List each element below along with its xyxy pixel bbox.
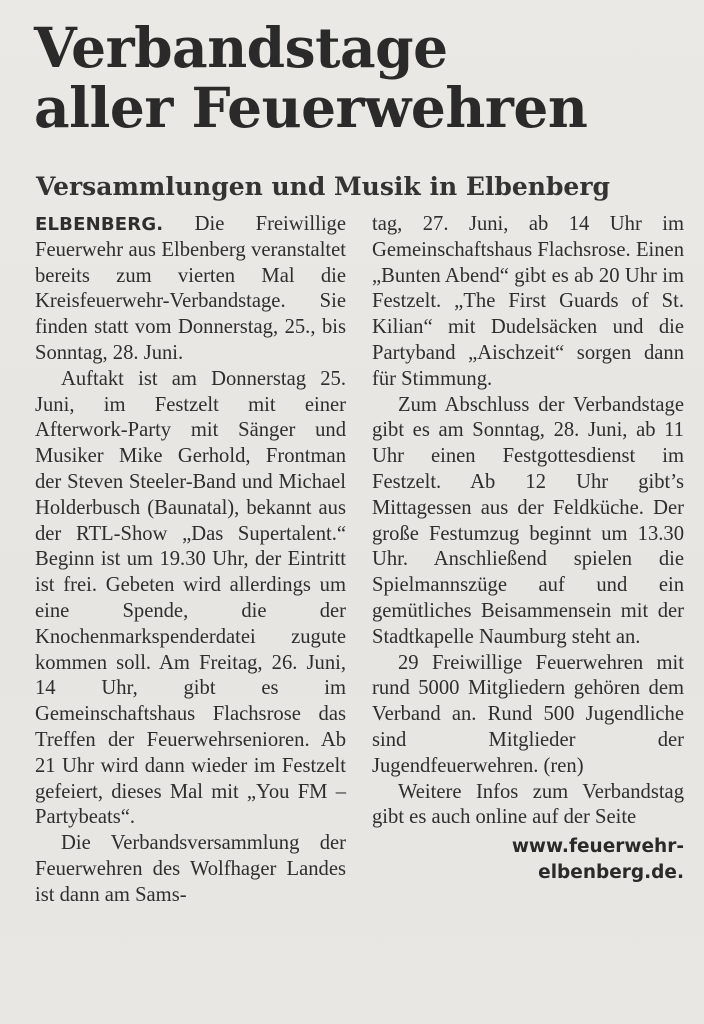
paragraph: Weitere Infos zum Verbandstag gibt es auch online auf der Seite [372,780,684,829]
url-line-2: elbenberg.de. [538,862,684,884]
website-url [372,834,684,886]
subheadline: Versammlungen und Musik in Elbenberg [36,172,610,201]
paragraph: Auftakt ist am Donnerstag 25. Juni, im Festzelt mit einer Afterwork-Party mit Sänger und Musiker Mike Gerhold, Frontman der Steven Steeler-Band und Michael Holderbusch (Baunatal), bekannt aus der RTL-Show „Das Supertalent.“ Beginn ist um 19.30 Uhr, der Eintritt ist frei. Gebeten wird allerdings um eine Spende, die der Knochenmarkspenderdatei zugute kommen soll. Am Freitag, 26. Juni, 14 Uhr, gibt es im Gemeinschaftshaus Flachsrose das Treffen der Feuerwehrsenioren. Ab 21 Uhr wird dann wieder im Festzelt gefeiert, dieses Mal mit „You FM – Partybeats“. [35,367,346,829]
headline-line-1: Verbandstage [34,15,448,80]
article-column-left [35,212,346,909]
paragraph: tag, 27. Juni, ab 14 Uhr im Gemeinschaftshaus Flachsrose. Einen „Bunten Abend“ gibt es ab 20 Uhr im Festzelt. „The First Guards of St. Kilian“ mit Dudelsäcken und die Partyband „Aischzeit“ sorgen dann für Stimmung. [372,213,684,390]
paragraph: Zum Abschluss der Verbandstage gibt es am Sonntag, 28. Juni, ab 11 Uhr einen Festgottesdienst im Festzelt. Ab 12 Uhr gibt’s Mittagessen aus der Feldküche. Der große Festumzug beginnt um 13.30 Uhr. Anschließend spielen die Spielmannszüge auf und ein gemütliches Beisammensein mit der Stadtkapelle Naumburg steht an. [372,393,684,648]
headline [34,15,684,140]
paragraph: 29 Freiwillige Feuerwehren mit rund 5000 Mitgliedern gehören dem Verband an. Rund 500 Jugendliche sind Mitglieder der Jugendfeuerwehren. (ren) [372,651,684,777]
headline-line-2: aller Feuerwehren [34,75,588,140]
paragraph [35,212,346,367]
paragraph: Die Verbandsversammlung der Feuerwehren des Wolfhager Landes ist dann am Sams- [35,832,346,906]
url-line-1: www.feuerwehr- [511,836,684,858]
paragraph-text: Die Freiwillige Feuerwehr aus Elbenberg veranstaltet bereits zum vierten Mal die Kreisfeuerwehr-Verbandstage. Sie finden statt vom Donnerstag, 25., bis Sonntag, 28. Juni. [35,213,346,364]
dateline: ELBENBERG. [35,214,164,235]
article-column-right [372,212,684,886]
